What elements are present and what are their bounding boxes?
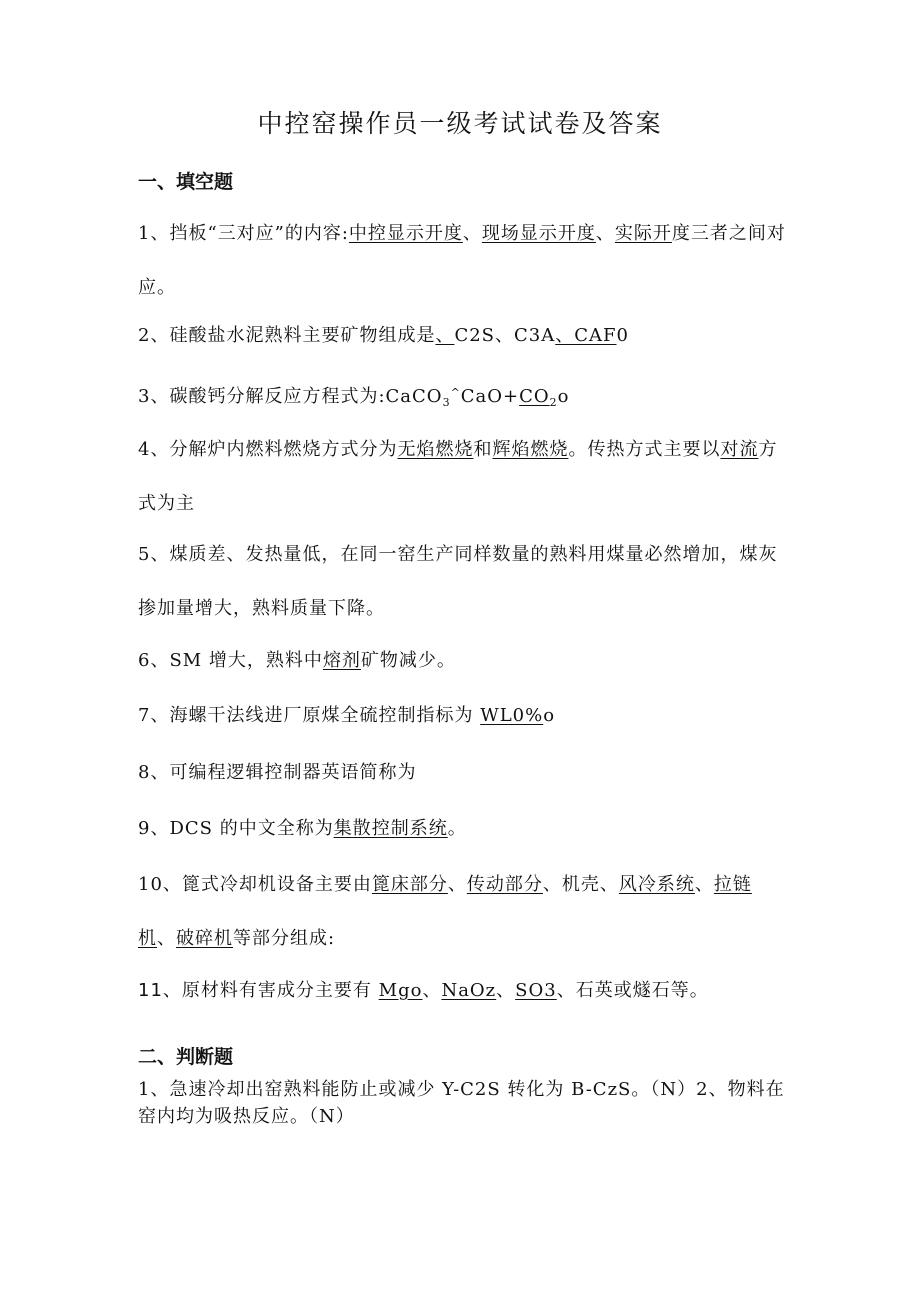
- question-9: 9、DCS 的中文全称为集散控制系统。: [138, 818, 467, 839]
- document-title: 中控窑操作员一级考试试卷及答案: [257, 109, 663, 138]
- question-11: 11、原材料有害成分主要有 Mgo、NaOz、SO3、石英或燧石等。: [138, 980, 709, 1001]
- section-heading-true-false: 二、判断题: [138, 1046, 234, 1068]
- question-3: 3、碳酸钙分解反应方程式为$:CaCO_3^{\^{}}CaO+CO_2o$: [138, 386, 570, 409]
- question-5: 5、煤质差、发热量低，在同一窑生产同样数量的熟料用煤量必然增加，煤灰掺加量增大，熟料质量下降。: [138, 544, 778, 619]
- true-false-questions: 1、急速冷却出窑熟料能防止或减少 Y-C2S 转化为 B-CzS。（N）2、物料在窑内均为吸热反应。（N）: [138, 1079, 785, 1127]
- question-7: 7、海螺干法线进厂原煤全硫控制指标为 WL0%o: [138, 705, 556, 726]
- question-1: 1、挡板“三对应”的内容:中控显示开度、现场显示开度、实际开度三者之间对应。: [138, 223, 786, 298]
- question-8: 8、可编程逻辑控制器英语简称为: [138, 762, 417, 783]
- question-4: 4、分解炉内燃料燃烧方式分为无焰燃烧和辉焰燃烧。传热方式主要以对流方式为主: [138, 439, 778, 514]
- question-6: 6、SM 增大，熟料中熔剂矿物减少。: [138, 650, 456, 671]
- question-2: 2、硅酸盐水泥熟料主要矿物组成是、C2S、C3A、CAF0: [138, 325, 629, 346]
- question-10: 10、篦式冷却机设备主要由篦床部分、传动部分、机壳、风冷系统、拉链机、破碎机等部分组成:: [138, 874, 752, 949]
- section-heading-fill-in: 一、填空题: [138, 171, 234, 193]
